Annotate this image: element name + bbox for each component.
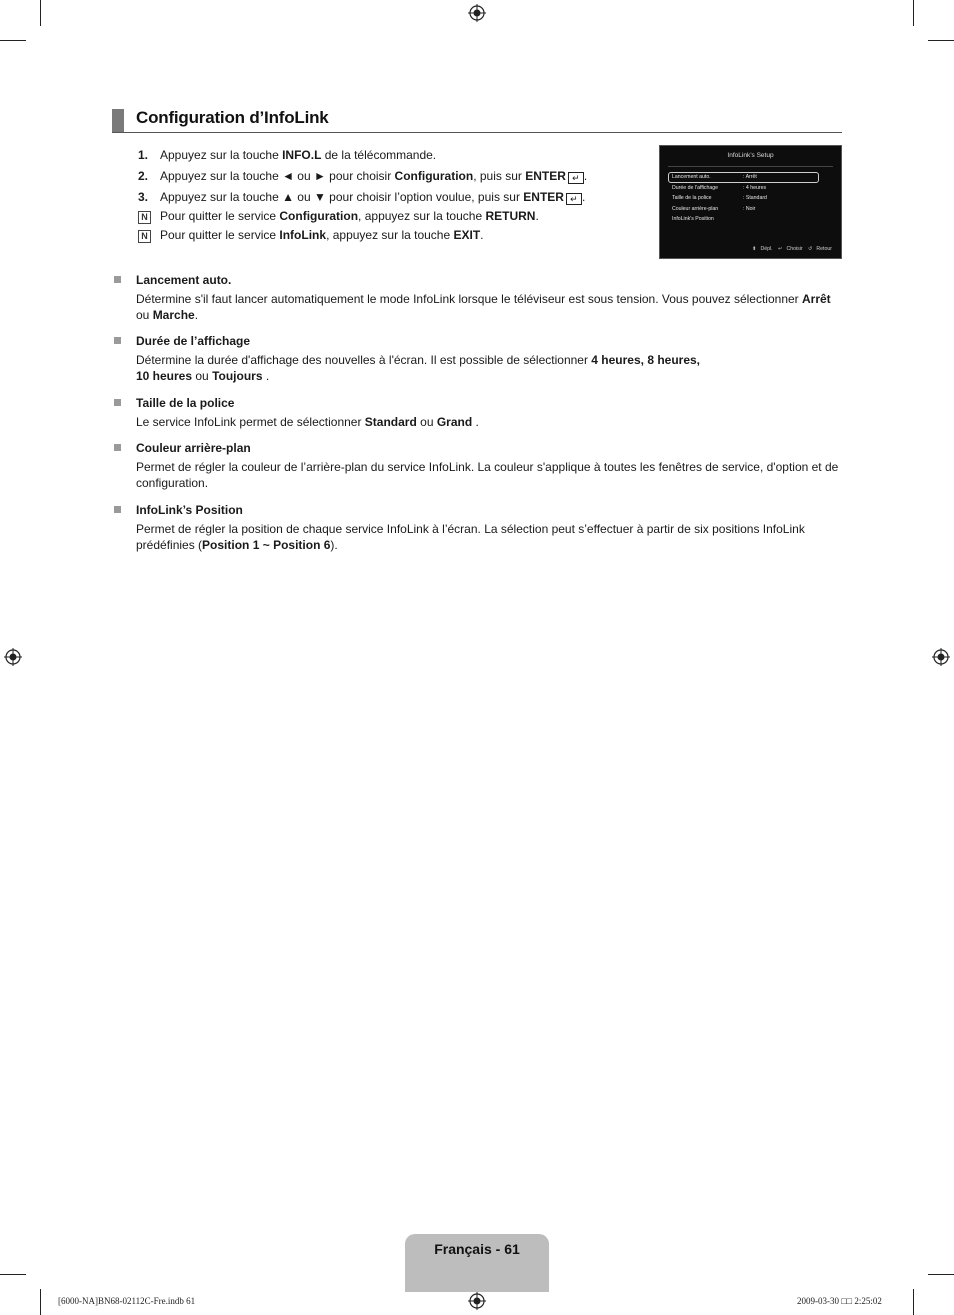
osd-row-label: Couleur arrière-plan xyxy=(672,205,719,212)
section-description xyxy=(136,459,844,491)
option-value: Standard xyxy=(364,415,417,429)
title-divider xyxy=(112,132,842,133)
note-text: Pour quitter le service xyxy=(160,228,280,242)
desc-text: . xyxy=(262,369,270,383)
page-number: Français - 61 xyxy=(434,1241,520,1257)
step-text: Appuyez sur la touche ◄ ou ► pour choisir xyxy=(160,169,395,183)
step-number: 3. xyxy=(138,190,149,204)
note-text: . xyxy=(535,209,539,223)
osd-row-label: Lancement auto. xyxy=(672,174,711,180)
key-name: ENTER xyxy=(523,190,564,204)
print-slug-date: 2009-03-30 □□ 2:25:02 xyxy=(797,1296,882,1306)
crop-mark xyxy=(928,40,954,41)
osd-choose-label: Choisir xyxy=(786,246,803,252)
step-text: Appuyez sur la touche ▲ ou ▼ pour choisir l’option voulue, puis sur xyxy=(160,190,524,204)
return-icon: ↺ xyxy=(808,246,813,252)
crop-mark xyxy=(0,40,26,41)
osd-footer xyxy=(748,246,832,252)
osd-row-value: : Noir xyxy=(743,205,756,212)
option-value: 10 heures xyxy=(136,369,193,383)
option-value: Toujours xyxy=(212,369,263,383)
option-value: 4 heures, 8 heures, xyxy=(591,353,701,367)
registration-mark-icon xyxy=(4,648,22,666)
desc-text: Permet de régler la position de chaque service InfoLink à l’écran. La sélection peut s’effectuer à partir de six positions InfoLink prédéfinies ( xyxy=(136,522,805,552)
step-1 xyxy=(138,145,643,166)
section-heading: Lancement auto. xyxy=(136,273,232,287)
osd-row-value: : Arrêt xyxy=(743,174,757,180)
note-icon: N xyxy=(138,211,151,224)
section-description xyxy=(136,521,844,553)
note-text: . xyxy=(480,228,484,242)
crop-mark xyxy=(0,1274,26,1275)
section-heading: InfoLink’s Position xyxy=(136,503,243,517)
crop-mark xyxy=(40,0,41,26)
print-slug-file: [6000-NA]BN68-02112C-Fre.indb 61 xyxy=(58,1296,196,1306)
section-heading: Couleur arrière-plan xyxy=(136,441,251,455)
osd-row-label: InfoLink’s Position xyxy=(672,216,714,222)
osd-row-label: Durée de l’affichage xyxy=(672,184,719,191)
infolink-setup-screen xyxy=(659,145,842,259)
section-description xyxy=(136,352,844,368)
up-down-arrow-icon: ⬍ xyxy=(752,246,757,252)
osd-menu xyxy=(669,172,819,225)
desc-text: . xyxy=(194,308,199,322)
section-taille-police xyxy=(114,395,844,431)
registration-mark-icon xyxy=(468,4,486,22)
desc-text: ). xyxy=(330,538,338,552)
square-bullet-icon xyxy=(114,276,121,283)
desc-text: Le service InfoLink permet de sélectionner xyxy=(136,415,365,429)
section-heading: Durée de l’affichage xyxy=(136,334,251,348)
osd-row-value: : 4 heures xyxy=(743,184,767,191)
note-2 xyxy=(138,225,643,246)
step-text: de la télécommande. xyxy=(321,148,437,162)
enter-icon: ↵ xyxy=(778,246,783,252)
section-heading: Taille de la police xyxy=(136,396,235,410)
registration-mark-icon xyxy=(932,648,950,666)
key-name: INFO.L xyxy=(282,148,322,162)
key-name: RETURN xyxy=(485,209,536,223)
square-bullet-icon xyxy=(114,506,121,513)
step-number: 1. xyxy=(138,148,149,162)
osd-row-label: Taille de la police xyxy=(672,195,712,201)
section-description xyxy=(136,368,844,384)
key-name: EXIT xyxy=(453,228,481,242)
osd-row-couleur[interactable] xyxy=(669,204,819,215)
desc-text: ou xyxy=(136,308,153,322)
desc-text: Permet de régler la couleur de l’arrière-plan du service InfoLink. La couleur s'applique à toutes les fenêtres de service, d'option et de configuration. xyxy=(136,460,839,490)
osd-divider xyxy=(668,166,833,167)
enter-icon: ↵ xyxy=(568,172,584,184)
step-number: 2. xyxy=(138,169,149,183)
option-value: Grand xyxy=(436,415,473,429)
osd-row-value: : Standard xyxy=(743,195,767,201)
desc-text: . xyxy=(472,415,479,429)
section-infolink-position xyxy=(114,502,844,554)
option-value: Marche xyxy=(152,308,195,322)
desc-text: Détermine s'il faut lancer automatiquement le mode InfoLink lorsque le téléviseur est sous tension. Vous pouvez sélectionner xyxy=(136,292,802,306)
step-text: , puis sur xyxy=(473,169,526,183)
osd-move-label: Dépl. xyxy=(760,246,773,252)
note-text: , appuyez sur la touche xyxy=(358,209,486,223)
crop-mark xyxy=(913,0,914,26)
step-3 xyxy=(138,187,643,208)
crop-mark xyxy=(913,1289,914,1315)
instruction-steps xyxy=(138,145,643,246)
title-marker xyxy=(112,109,124,132)
osd-title: InfoLink’s Setup xyxy=(727,152,774,159)
note-text: , appuyez sur la touche xyxy=(326,228,454,242)
square-bullet-icon xyxy=(114,399,121,406)
note-1 xyxy=(138,206,643,227)
enter-icon: ↵ xyxy=(566,193,582,205)
osd-row-duree[interactable] xyxy=(669,183,819,194)
desc-text: Détermine la durée d'affichage des nouvelles à l'écran. Il est possible de sélectionner xyxy=(136,353,592,367)
desc-text: ou xyxy=(416,415,437,429)
registration-mark-icon xyxy=(468,1292,486,1310)
square-bullet-icon xyxy=(114,337,121,344)
osd-row-position[interactable] xyxy=(669,214,819,225)
osd-row-taille[interactable] xyxy=(669,193,819,204)
note-text: Pour quitter le service xyxy=(160,209,280,223)
desc-text: ou xyxy=(192,369,213,383)
section-couleur-arriere-plan xyxy=(114,440,844,492)
option-value: Position 1 ~ Position 6 xyxy=(202,538,331,552)
key-name: ENTER xyxy=(525,169,566,183)
square-bullet-icon xyxy=(114,444,121,451)
note-icon: N xyxy=(138,230,151,243)
step-2 xyxy=(138,166,643,187)
section-description xyxy=(136,414,844,430)
step-text: . xyxy=(581,190,586,204)
crop-mark xyxy=(928,1274,954,1275)
section-description xyxy=(136,291,844,323)
osd-back-label: Retour xyxy=(816,246,832,252)
option-value: Arrêt xyxy=(802,292,831,306)
page-title: Configuration d’InfoLink xyxy=(136,108,329,127)
menu-name: Configuration xyxy=(279,209,359,223)
section-lancement-auto xyxy=(114,272,844,324)
menu-name: Configuration xyxy=(394,169,474,183)
osd-row-lancement[interactable] xyxy=(668,172,819,183)
service-name: InfoLink xyxy=(279,228,327,242)
crop-mark xyxy=(40,1289,41,1315)
step-text: . xyxy=(583,169,588,183)
section-duree-affichage xyxy=(114,333,844,385)
step-text: Appuyez sur la touche xyxy=(160,148,283,162)
